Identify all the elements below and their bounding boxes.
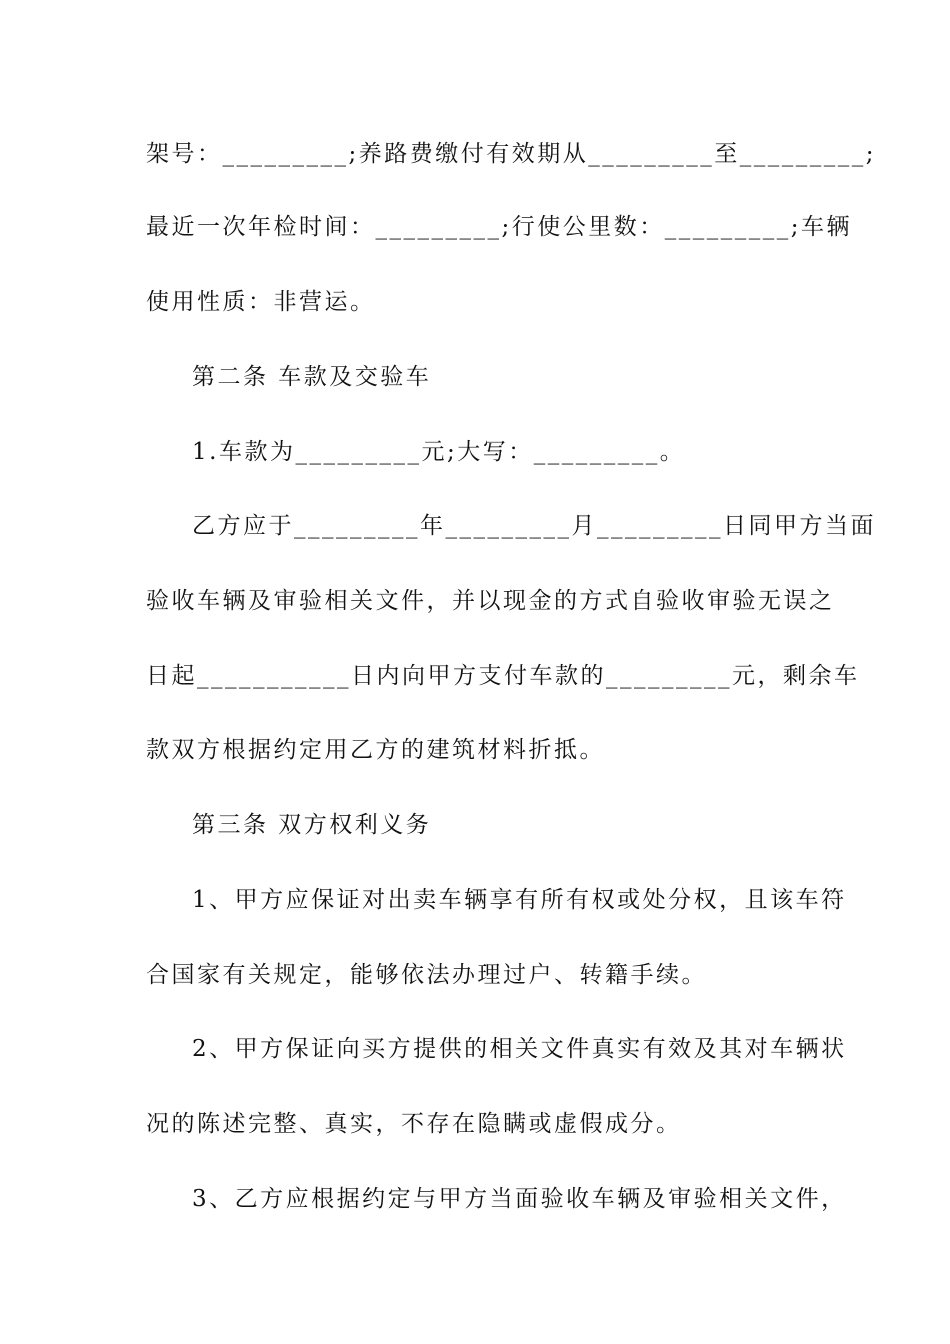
- section-heading: 第二条 车款及交验车: [192, 364, 432, 390]
- text-line: 验收车辆及审验相关文件，并以现金的方式自验收审验无误之: [146, 588, 835, 614]
- text-line: 使用性质：非营运。: [146, 289, 376, 315]
- text-line: 1、甲方应保证对出卖车辆享有所有权或处分权，且该车符: [192, 887, 847, 913]
- text-line: 3、乙方应根据约定与甲方当面验收车辆及审验相关文件，: [192, 1186, 847, 1212]
- text-line: 款双方根据约定用乙方的建筑材料折抵。: [146, 737, 605, 763]
- text-line: 合国家有关规定，能够依法办理过户、转籍手续。: [146, 962, 707, 988]
- text-line: 架号：_________;养路费缴付有效期从_________至_________;: [146, 141, 876, 167]
- text-line: 况的陈述完整、真实，不存在隐瞒或虚假成分。: [146, 1111, 682, 1137]
- section-heading: 第三条 双方权利义务: [192, 812, 432, 838]
- text-line: 日起___________日内向甲方支付车款的_________元，剩余车: [146, 663, 860, 689]
- text-line: 最近一次年检时间：_________;行使公里数：_________;车辆: [146, 214, 852, 240]
- text-line: 2、甲方保证向买方提供的相关文件真实有效及其对车辆状: [192, 1036, 847, 1062]
- text-line: 乙方应于_________年_________月_________日同甲方当面: [192, 513, 876, 539]
- text-line: 1.车款为_________元;大写：_________。: [192, 439, 686, 465]
